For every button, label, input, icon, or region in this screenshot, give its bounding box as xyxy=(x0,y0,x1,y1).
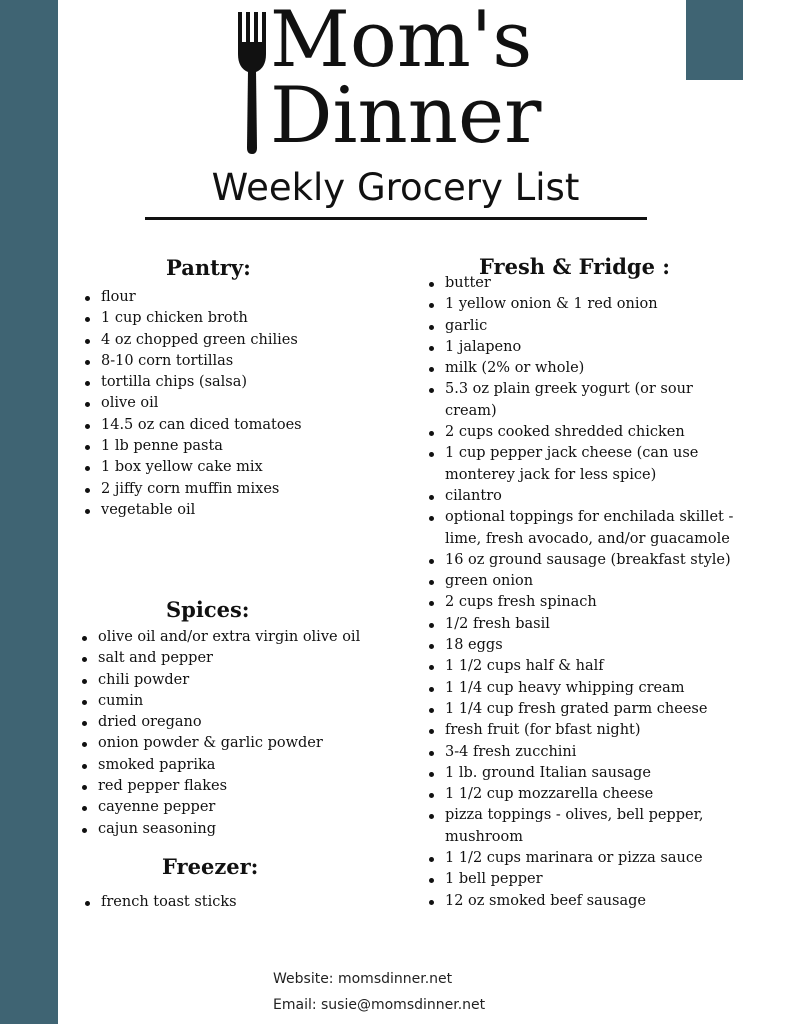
list-item: milk (2% or whole) xyxy=(427,358,747,379)
list-item: flour xyxy=(83,287,403,308)
page-title xyxy=(0,166,791,210)
list-item: optional toppings for enchilada skillet - lime, fresh avocado, and/or guacamole xyxy=(427,507,747,550)
list-item: 1 jalapeno xyxy=(427,337,747,358)
list-item: 16 oz ground sausage (breakfast style) xyxy=(427,550,747,571)
list-item: salt and pepper xyxy=(80,648,410,669)
brand-logo-text xyxy=(270,0,542,161)
list-item: 2 jiffy corn muffin mixes xyxy=(83,479,403,500)
list-item: tortilla chips (salsa) xyxy=(83,372,403,393)
list-item: 2 cups cooked shredded chicken xyxy=(427,422,747,443)
spices-heading: Spices: xyxy=(166,597,250,622)
list-item: 1 1/2 cups half & half xyxy=(427,656,747,677)
list-item: olive oil xyxy=(83,393,403,414)
list-item: red pepper flakes xyxy=(80,776,410,797)
list-item: 4 oz chopped green chilies xyxy=(83,330,403,351)
pantry-heading: Pantry: xyxy=(166,255,251,280)
list-item: cumin xyxy=(80,691,410,712)
list-item: cayenne pepper xyxy=(80,797,410,818)
list-item: smoked paprika xyxy=(80,755,410,776)
list-item: cajun seasoning xyxy=(80,819,410,840)
list-item: 1 box yellow cake mix xyxy=(83,457,403,478)
fresh-fridge-list xyxy=(427,273,747,912)
list-item: green onion xyxy=(427,571,747,592)
footer-website: Website: momsdinner.net xyxy=(273,971,453,987)
list-item: 5.3 oz plain greek yogurt (or sour cream) xyxy=(427,379,747,422)
list-item: 12 oz smoked beef sausage xyxy=(427,891,747,912)
fresh-fridge-heading: Fresh & Fridge : xyxy=(479,254,671,279)
list-item: fresh fruit (for bfast night) xyxy=(427,720,747,741)
list-item: 14.5 oz can diced tomatoes xyxy=(83,415,403,436)
freezer-heading: Freezer: xyxy=(162,854,259,879)
list-item: dried oregano xyxy=(80,712,410,733)
title-divider xyxy=(145,217,647,220)
list-item: 1 yellow onion & 1 red onion xyxy=(427,294,747,315)
pantry-list xyxy=(83,287,403,521)
list-item: 1 cup chicken broth xyxy=(83,308,403,329)
list-item: chili powder xyxy=(80,670,410,691)
list-item: 2 cups fresh spinach xyxy=(427,592,747,613)
freezer-list xyxy=(83,892,403,913)
list-item: cilantro xyxy=(427,486,747,507)
list-item: 1 1/4 cup fresh grated parm cheese xyxy=(427,699,747,720)
list-item: 1 bell pepper xyxy=(427,869,747,890)
list-item: french toast sticks xyxy=(83,892,403,913)
list-item: 1/2 fresh basil xyxy=(427,614,747,635)
list-item: vegetable oil xyxy=(83,500,403,521)
page-title-text: Weekly Grocery List xyxy=(211,166,580,209)
list-item: 1 lb penne pasta xyxy=(83,436,403,457)
brand-line-2: Dinner xyxy=(270,71,542,161)
list-item: 1 lb. ground Italian sausage xyxy=(427,763,747,784)
list-item: pizza toppings - olives, bell pepper, mushroom xyxy=(427,805,747,848)
list-item: butter xyxy=(427,273,747,294)
footer-email: Email: susie@momsdinner.net xyxy=(273,997,486,1013)
fork-icon xyxy=(236,12,268,154)
corner-accent-block xyxy=(686,0,743,80)
list-item: 18 eggs xyxy=(427,635,747,656)
list-item: 3-4 fresh zucchini xyxy=(427,742,747,763)
list-item: 1 1/4 cup heavy whipping cream xyxy=(427,678,747,699)
spices-list xyxy=(80,627,410,840)
list-item: garlic xyxy=(427,316,747,337)
list-item: 1 1/2 cup mozzarella cheese xyxy=(427,784,747,805)
list-item: 1 1/2 cups marinara or pizza sauce xyxy=(427,848,747,869)
left-accent-bar xyxy=(0,0,58,1024)
list-item: olive oil and/or extra virgin olive oil xyxy=(80,627,410,648)
list-item: onion powder & garlic powder xyxy=(80,733,410,754)
list-item: 1 cup pepper jack cheese (can use monterey jack for less spice) xyxy=(427,443,747,486)
list-item: 8-10 corn tortillas xyxy=(83,351,403,372)
brand-line-1: Mom's xyxy=(270,0,533,85)
